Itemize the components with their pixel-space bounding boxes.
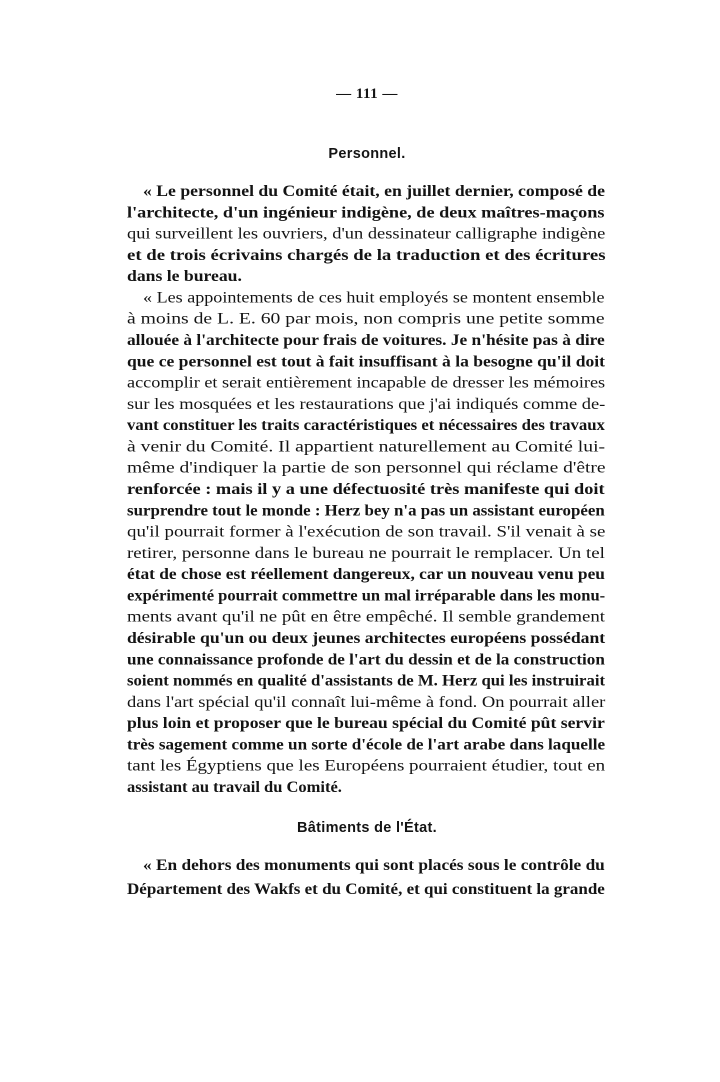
- text-line: que ce personnel est tout à fait insuffisant à la besogne qu'il doit: [127, 353, 605, 371]
- text-line: ments avant qu'il ne pût en être empêché. Il semble grandement: [127, 608, 606, 626]
- text-line: tant les Égyptiens que les Européens pourraient étudier, tout en: [127, 757, 606, 775]
- text-line: à moins de L. E. 60 par mois, non compris une petite somme: [127, 310, 605, 328]
- text-line: une connaissance profonde de l'art du dessin et de la construction: [127, 651, 605, 669]
- text-line: vant constituer les traits caractéristiques et nécessaires des travaux: [127, 417, 605, 435]
- text-line: dans le bureau.: [127, 268, 242, 286]
- text-line: Département des Wakfs et du Comité, et qui constituent la grande: [127, 881, 605, 898]
- text-line: « Le personnel du Comité était, en juillet dernier, composé de: [143, 183, 605, 200]
- section-heading-personnel: Personnel.: [328, 146, 406, 162]
- text-line: retirer, personne dans le bureau ne pourrait le remplacer. Un tel: [127, 544, 605, 562]
- text-line: très sagement comme un sorte d'école de l'art arabe dans laquelle: [127, 736, 606, 754]
- text-line: même d'indiquer la partie de son personnel qui réclame d'être: [127, 459, 606, 477]
- text-line: plus loin et proposer que le bureau spécial du Comité pût servir: [127, 715, 605, 733]
- section-heading-batiments: Bâtiments de l'État.: [297, 820, 437, 836]
- text-line: assistant au travail du Comité.: [127, 779, 342, 796]
- text-line: surprendre tout le monde : Herz bey n'a pas un assistant européen: [127, 502, 605, 520]
- text-line: accomplir et serait entièrement incapable de dresser les mémoires: [127, 374, 606, 392]
- text-line: « En dehors des monuments qui sont placés sous le contrôle du: [143, 857, 605, 874]
- text-line: expérimenté pourrait commettre un mal irréparable dans les monu-: [127, 587, 606, 605]
- text-line: qu'il pourrait former à l'exécution de son travail. S'il venait à se: [127, 523, 606, 541]
- text-line: sur les mosquées et les restaurations que j'ai indiqués comme de-: [127, 395, 606, 413]
- text-line: renforcée : mais il y a une défectuosité très manifeste qui doit: [127, 481, 605, 498]
- text-line: désirable qu'un ou deux jeunes architectes européens possédant: [127, 630, 606, 647]
- text-line: soient nommés en qualité d'assistants de M. Herz qui les instruirait: [127, 672, 606, 690]
- text-line: qui surveillent les ouvriers, d'un dessinateur calligraphe indigène: [127, 225, 606, 243]
- text-line: et de trois écrivains chargés de la traduction et des écritures: [127, 246, 606, 264]
- text-line: « Les appointements de ces huit employés se montent ensemble: [143, 289, 605, 307]
- page-number: — 111 —: [336, 86, 398, 102]
- text-line: l'architecte, d'un ingénieur indigène, de deux maîtres-maçons: [127, 204, 605, 222]
- text-line: état de chose est réellement dangereux, car un nouveau venu peu: [127, 566, 605, 584]
- text-line: dans l'art spécial qu'il connaît lui-même à fond. On pourrait aller: [127, 693, 606, 711]
- text-line: à venir du Comité. Il appartient naturellement au Comité lui-: [127, 438, 606, 456]
- text-line: allouée à l'architecte pour frais de voitures. Je n'hésite pas à dire: [127, 332, 605, 349]
